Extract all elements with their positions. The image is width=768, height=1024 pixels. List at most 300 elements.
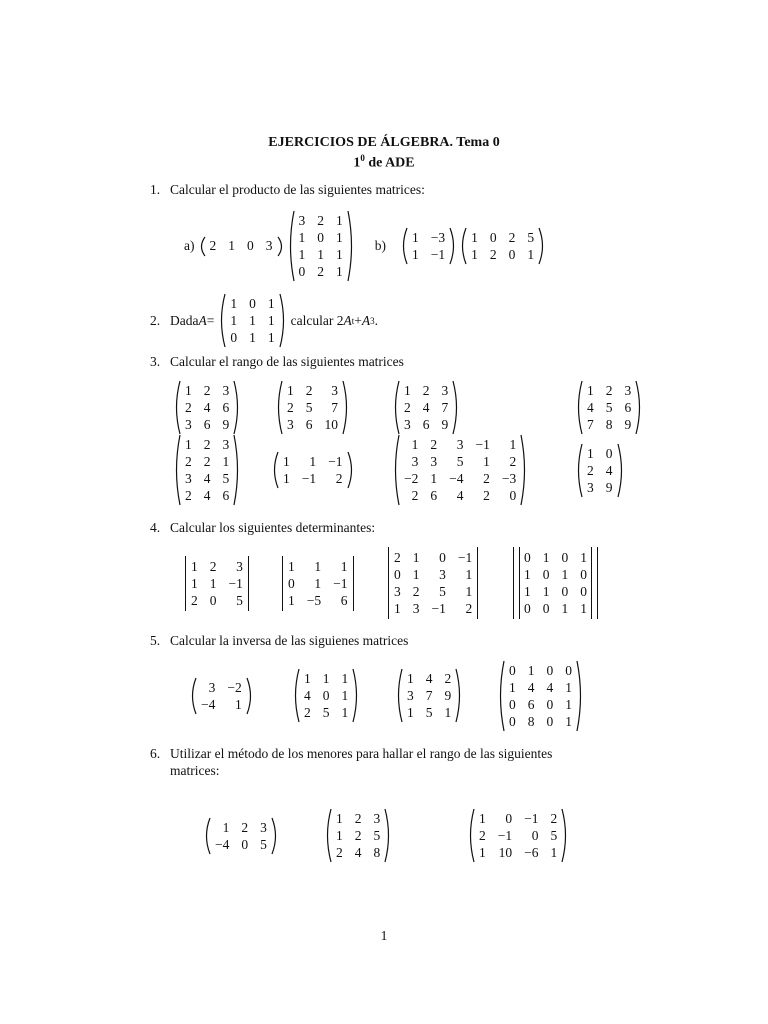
matrix-cell: 1	[341, 687, 349, 703]
matrix-cells	[279, 451, 347, 489]
matrix-cell: 5	[456, 453, 464, 469]
matrix-cell: 1	[191, 575, 198, 591]
matrix-cell: 1	[565, 696, 572, 712]
matrix-cell: 1	[340, 558, 348, 574]
matrix-cell: 1	[283, 470, 290, 486]
matrix-cell: −1	[328, 453, 343, 469]
matrix-cell: 2	[203, 382, 211, 398]
exercise-5-matrix-1	[189, 677, 254, 719]
left-delimiter	[392, 380, 400, 435]
matrix-cell: 0	[322, 687, 330, 703]
matrix-cell: 1	[309, 453, 317, 469]
right-delimiter	[247, 556, 250, 611]
right-delimiter	[347, 210, 355, 282]
matrix-cell: 0	[509, 487, 517, 503]
matrix-cells	[206, 236, 277, 257]
matrix-cell: 3	[222, 382, 230, 398]
exercise-6-matrix-2	[324, 808, 392, 867]
left-delimiter	[271, 451, 279, 489]
matrix-cell: 2	[354, 810, 362, 826]
matrix-cell: 0	[317, 229, 324, 245]
exercise-1a-label: a)	[184, 238, 195, 253]
right-delimiter	[538, 227, 546, 265]
matrix-cell: 2	[203, 453, 211, 469]
matrix-cell: 1	[298, 229, 306, 245]
matrix-cell: 2	[354, 827, 362, 843]
matrix-cell: −2	[404, 470, 419, 486]
matrix-cell: 0	[605, 445, 613, 461]
matrix-cells	[390, 547, 476, 619]
matrix-cell: 0	[580, 566, 587, 582]
matrix-cells	[400, 434, 520, 506]
matrix-cell: 5	[550, 827, 558, 843]
right-delimiter	[347, 451, 355, 489]
matrix-cell: 1	[561, 600, 569, 616]
matrix-cell: 2	[336, 844, 343, 860]
matrix-cell: 0	[489, 229, 497, 245]
exercise-1b-label: b)	[374, 238, 386, 253]
right-delimiter	[635, 380, 643, 435]
matrix-cell: −2	[227, 679, 242, 695]
matrix-cells	[283, 380, 342, 435]
left-delimiter	[218, 293, 226, 348]
matrix-cell: 1	[230, 312, 238, 328]
matrix-cell: 1	[565, 679, 572, 695]
matrix-cell: −4	[449, 470, 464, 486]
matrix-cell: 3	[298, 212, 306, 228]
exercise-3-matrix-6	[271, 451, 355, 493]
matrix-cell: 1	[411, 436, 419, 452]
exercise-5-matrix-3	[395, 668, 463, 727]
matrix-cells	[467, 227, 538, 265]
matrix-cell: 1	[412, 229, 419, 245]
matrix-1b-left	[400, 227, 457, 265]
matrix-cell: 1	[304, 670, 311, 686]
exercise-3-statement: 3. Calcular el rango de las siguientes matrices	[150, 354, 404, 369]
exercise-3-matrix-3	[392, 380, 460, 439]
right-delimiter	[455, 668, 463, 723]
matrix-cell: 0	[524, 600, 531, 616]
matrix-cell: 1	[185, 382, 192, 398]
matrix-cell: 6	[340, 592, 348, 608]
matrix-cell: 2	[394, 549, 401, 565]
matrix-cell: 1	[336, 810, 343, 826]
right-delimiter	[352, 668, 360, 723]
matrix-cell: 3	[185, 470, 192, 486]
matrix-cell: 1	[341, 704, 349, 720]
matrix-cell: −4	[215, 836, 230, 852]
matrix-cell: 1	[336, 212, 343, 228]
matrix-cell: 6	[222, 487, 230, 503]
matrix-cell: 3	[236, 558, 243, 574]
matrix-cell: 2	[550, 810, 558, 826]
matrix-cell: 4	[456, 487, 464, 503]
exercise-3-matrix-4	[575, 380, 643, 439]
right-delimiter	[576, 660, 584, 732]
matrix-cell: 2	[241, 819, 249, 835]
matrix-cell: 2	[412, 583, 420, 599]
matrix-cell: 1	[542, 583, 550, 599]
determinant-3	[387, 547, 479, 623]
matrix-cell: 2	[203, 436, 211, 452]
right-delimiter	[271, 817, 279, 855]
matrix-cell: −1	[431, 600, 446, 616]
exercise-3-matrix-8	[575, 443, 625, 502]
matrix-cells	[181, 434, 233, 506]
matrix-cell: 5	[305, 399, 313, 415]
matrix-cell: 2	[465, 600, 473, 616]
document-subtitle: $1^0$ de ADE	[353, 153, 415, 171]
matrix-cell: 8	[373, 844, 381, 860]
matrix-cell: 1	[322, 670, 330, 686]
matrix-cell: 1	[298, 246, 306, 262]
left-delimiter	[203, 817, 211, 855]
matrix-cell: 4	[203, 470, 211, 486]
matrix-cell: 2	[508, 229, 516, 245]
matrix-cell: 2	[479, 827, 486, 843]
matrix-cell: 0	[546, 696, 554, 712]
matrix-cell: 9	[222, 416, 230, 432]
matrix-cells	[583, 380, 635, 435]
left-delimiter	[513, 547, 520, 619]
matrix-1a-row	[198, 236, 285, 257]
left-delimiter	[497, 660, 505, 732]
matrix-cell: 2	[335, 470, 343, 486]
matrix-cell: 0	[249, 295, 256, 311]
exercise-3-matrix-5	[173, 434, 241, 510]
matrix-cell: 0	[546, 713, 554, 729]
matrix-cell: 2	[185, 487, 192, 503]
matrix-cell: 0	[288, 575, 295, 591]
matrix-cells	[284, 556, 352, 611]
matrix-cell: 6	[222, 399, 230, 415]
matrix-cell: 5	[322, 704, 330, 720]
matrix-cell: −1	[457, 549, 473, 565]
matrix-cell: 3	[394, 583, 401, 599]
matrix-cell: 0	[508, 246, 516, 262]
matrix-cell: 1	[288, 592, 295, 608]
matrix-cells	[300, 668, 352, 723]
matrix-cell: 1	[580, 549, 587, 565]
matrix-cell: 0	[580, 583, 587, 599]
matrix-cell: 1	[471, 229, 478, 245]
matrix-cell: 2	[185, 453, 192, 469]
matrix-cell: 1	[287, 382, 294, 398]
matrix-cell: 2	[304, 704, 311, 720]
exercise-1-matrices	[184, 210, 546, 282]
matrix-cell: 2	[444, 670, 452, 686]
matrix-cell: 1	[407, 704, 414, 720]
matrix-cell: 1	[336, 827, 343, 843]
matrix-cell: 3	[260, 819, 267, 835]
matrix-cell: 3	[265, 238, 273, 253]
matrix-cell: 3	[412, 600, 420, 616]
matrix-cell: 1	[317, 246, 324, 262]
matrix-cell: 0	[298, 263, 306, 279]
matrix-cell: 6	[430, 487, 438, 503]
matrix-cell: 3	[407, 687, 414, 703]
matrix-cell: 0	[561, 583, 569, 599]
matrix-1b-right	[459, 227, 546, 265]
matrix-cell: −1	[497, 827, 513, 843]
exercise-6-statement: 6. Utilizar el método de los menores para hallar el rango de las siguientes matrices:	[150, 746, 553, 778]
matrix-cell: 0	[565, 662, 572, 678]
matrix-cell: −3	[501, 470, 517, 486]
matrix-cell: −1	[430, 246, 446, 262]
matrix-cell: 5	[425, 704, 433, 720]
matrix-cells	[187, 556, 247, 611]
matrix-cell: 8	[605, 416, 613, 432]
right-delimiter	[520, 434, 528, 506]
left-delimiter	[275, 380, 283, 435]
right-delimiter	[561, 808, 569, 863]
matrix-cell: 7	[441, 399, 449, 415]
matrix-cell: 10	[324, 416, 338, 432]
matrix-cell: 2	[587, 462, 594, 478]
matrix-cell: 1	[465, 566, 473, 582]
matrix-cell: 5	[236, 592, 243, 608]
matrix-cell: 1	[288, 558, 295, 574]
right-delimiter	[233, 434, 241, 506]
matrix-cell: 0	[509, 662, 516, 678]
matrix-cell: 7	[587, 416, 594, 432]
left-delimiter	[198, 236, 206, 257]
matrix-cell: 1	[412, 246, 419, 262]
matrix-cells	[583, 443, 617, 498]
matrix-cell: 5	[222, 470, 230, 486]
matrix-cell: 1	[336, 246, 343, 262]
matrix-cell: 2	[483, 487, 490, 503]
matrix-cells	[181, 380, 233, 435]
exercise-1-statement: 1. Calcular el producto de las siguientes matrices:	[150, 182, 425, 197]
matrix-cell: 2	[422, 382, 430, 398]
right-delimiter	[591, 547, 598, 619]
matrix-cell: 1	[267, 329, 275, 345]
matrix-cell: 3	[439, 566, 446, 582]
matrix-cells	[197, 677, 246, 715]
matrix-cells	[505, 660, 576, 732]
matrix-cell: 1	[230, 295, 238, 311]
matrix-cell: 1	[407, 670, 414, 686]
matrix-cell: 1	[444, 704, 452, 720]
matrix-cell: 4	[304, 687, 311, 703]
matrix-1a-4x3	[287, 210, 355, 282]
matrix-cell: 1	[267, 312, 275, 328]
matrix-cell: 6	[422, 416, 430, 432]
right-delimiter	[233, 380, 241, 435]
matrix-cell: 0	[439, 549, 446, 565]
matrix-cell: 0	[509, 713, 516, 729]
matrix-cell: 4	[422, 399, 430, 415]
matrix-cell: 1	[542, 549, 550, 565]
matrix-cell: 1	[479, 844, 486, 860]
left-delimiter	[324, 808, 332, 863]
matrix-cell: 1	[191, 558, 198, 574]
matrix-cell: 1	[565, 713, 572, 729]
matrix-cell: 1	[509, 436, 517, 452]
matrix-cell: 8	[527, 713, 535, 729]
matrix-cell: 3	[373, 810, 381, 826]
matrix-cell: 0	[509, 696, 516, 712]
exercise-3-matrix-7	[392, 434, 528, 510]
matrix-cells	[400, 380, 452, 435]
matrix-cell: 10	[498, 844, 513, 860]
matrix-cells	[403, 668, 455, 723]
matrix-cell: 3	[222, 436, 230, 452]
matrix-cell: −5	[306, 592, 322, 608]
left-delimiter	[400, 227, 408, 265]
matrix-cell: 1	[341, 670, 349, 686]
matrix-cell: 0	[561, 549, 569, 565]
matrix-cell: 6	[203, 416, 211, 432]
right-delimiter	[352, 556, 355, 611]
left-delimiter	[189, 677, 197, 715]
matrix-cell: 2	[209, 558, 217, 574]
matrix-cell: −1	[228, 575, 243, 591]
matrix-cell: 1	[235, 696, 242, 712]
matrix-cell: 0	[209, 592, 217, 608]
exercise-6-matrix-3	[467, 808, 569, 867]
matrix-cell: 1	[580, 600, 587, 616]
exercise-4-statement: 4. Calcular los siguientes determinantes:	[150, 520, 376, 535]
matrix-cell: 1	[524, 566, 531, 582]
right-delimiter	[342, 380, 350, 435]
matrix-cell: 3	[331, 382, 338, 398]
matrix-cell: 1	[249, 329, 256, 345]
matrix-cell: 1	[587, 382, 594, 398]
matrix-cell: 0	[394, 566, 401, 582]
matrix-cells	[295, 210, 347, 282]
matrix-cell: 3	[430, 453, 438, 469]
matrix-cell: 7	[425, 687, 433, 703]
matrix-cells	[520, 547, 591, 619]
matrix-cell: 5	[527, 229, 535, 245]
left-delimiter	[173, 380, 181, 435]
right-delimiter	[384, 808, 392, 863]
matrix-cell: 1	[527, 662, 535, 678]
matrix-cell: 1	[394, 600, 401, 616]
matrix-cell: 1	[267, 295, 275, 311]
left-delimiter	[575, 380, 583, 435]
right-delimiter	[617, 443, 625, 498]
matrix-cell: 2	[404, 399, 411, 415]
matrix-cell: 3	[587, 479, 594, 495]
matrix-cell: 1	[404, 382, 411, 398]
matrix-cell: 5	[605, 399, 613, 415]
exercise-5-statement: 5. Calcular la inversa de las siguienes matrices	[150, 633, 409, 648]
matrix-cell: 5	[439, 583, 446, 599]
matrix-cell: 3	[411, 453, 419, 469]
matrix-cell: 1	[222, 819, 230, 835]
matrix-cell: 1	[185, 436, 192, 452]
matrix-cell: 1	[479, 810, 486, 826]
matrix-cell: 6	[305, 416, 313, 432]
matrix-cell: 2	[430, 436, 438, 452]
exercise-3-matrix-1	[173, 380, 241, 439]
matrix-cell: 3	[287, 416, 294, 432]
matrix-cell: 0	[247, 238, 254, 253]
matrix-cell: 6	[624, 399, 632, 415]
matrix-cell: 4	[425, 670, 433, 686]
matrix-cell: 1	[430, 470, 438, 486]
left-delimiter	[459, 227, 467, 265]
matrix-cell: 3	[404, 416, 411, 432]
left-delimiter	[173, 434, 181, 506]
matrix-cell: 3	[208, 679, 216, 695]
matrix-cell: 2	[209, 238, 217, 253]
matrix-cell: 2	[489, 246, 497, 262]
matrix-a	[218, 293, 286, 348]
determinant-1	[184, 556, 250, 615]
page-number: 1	[380, 928, 388, 943]
matrix-cell: 1	[509, 679, 516, 695]
matrix-cell: −4	[201, 696, 216, 712]
matrix-cell: 1	[527, 246, 535, 262]
matrix-cell: 1	[524, 583, 531, 599]
determinant-4	[513, 547, 598, 623]
left-delimiter	[575, 443, 583, 498]
matrix-cell: 5	[260, 836, 267, 852]
document-title: EJERCICIOS DE ÁLGEBRA. Tema 0	[268, 135, 500, 150]
right-delimiter	[246, 677, 254, 715]
right-delimiter	[476, 547, 479, 619]
matrix-cell: 1	[471, 246, 478, 262]
matrix-cell: 2	[317, 263, 324, 279]
matrix-cell: −1	[301, 470, 317, 486]
matrix-cell: 2	[317, 212, 324, 228]
exercise-6-matrix-1	[203, 817, 279, 859]
matrix-cell: 1	[314, 575, 322, 591]
matrix-cell: 9	[624, 416, 632, 432]
left-delimiter	[287, 210, 295, 282]
matrix-cell: 1	[249, 312, 256, 328]
matrix-cell: 1	[222, 453, 230, 469]
matrix-cell: −1	[333, 575, 348, 591]
matrix-cell: 1	[314, 558, 322, 574]
matrix-cell: 7	[331, 399, 338, 415]
matrix-cell: 1	[283, 453, 290, 469]
matrix-cell: 2	[185, 399, 192, 415]
matrix-cell: 1	[336, 263, 343, 279]
right-delimiter	[449, 227, 457, 265]
matrix-cell: −1	[475, 436, 490, 452]
matrix-cell: 2	[305, 382, 313, 398]
matrix-cells	[408, 227, 449, 265]
matrix-cell: 1	[412, 566, 420, 582]
matrix-cell: 1	[561, 566, 569, 582]
matrix-cell: 4	[605, 462, 613, 478]
matrix-cell: 1	[228, 238, 235, 253]
left-delimiter	[292, 668, 300, 723]
matrix-cell: 3	[456, 436, 464, 452]
matrix-cell: 0	[505, 810, 513, 826]
right-delimiter	[277, 236, 285, 257]
matrix-cell: 0	[546, 662, 554, 678]
matrix-cell: 1	[209, 575, 217, 591]
matrix-cell: 2	[605, 382, 613, 398]
matrix-cell: 5	[373, 827, 381, 843]
determinant-2	[281, 556, 355, 615]
left-delimiter	[392, 434, 400, 506]
matrix-cell: 0	[531, 827, 539, 843]
matrix-cell: 9	[441, 416, 449, 432]
matrix-cell: 4	[587, 399, 594, 415]
matrix-cell: −1	[524, 810, 539, 826]
right-delimiter	[279, 293, 287, 348]
matrix-cell: 1	[550, 844, 558, 860]
matrix-cells	[211, 817, 271, 855]
matrix-cell: 3	[185, 416, 192, 432]
